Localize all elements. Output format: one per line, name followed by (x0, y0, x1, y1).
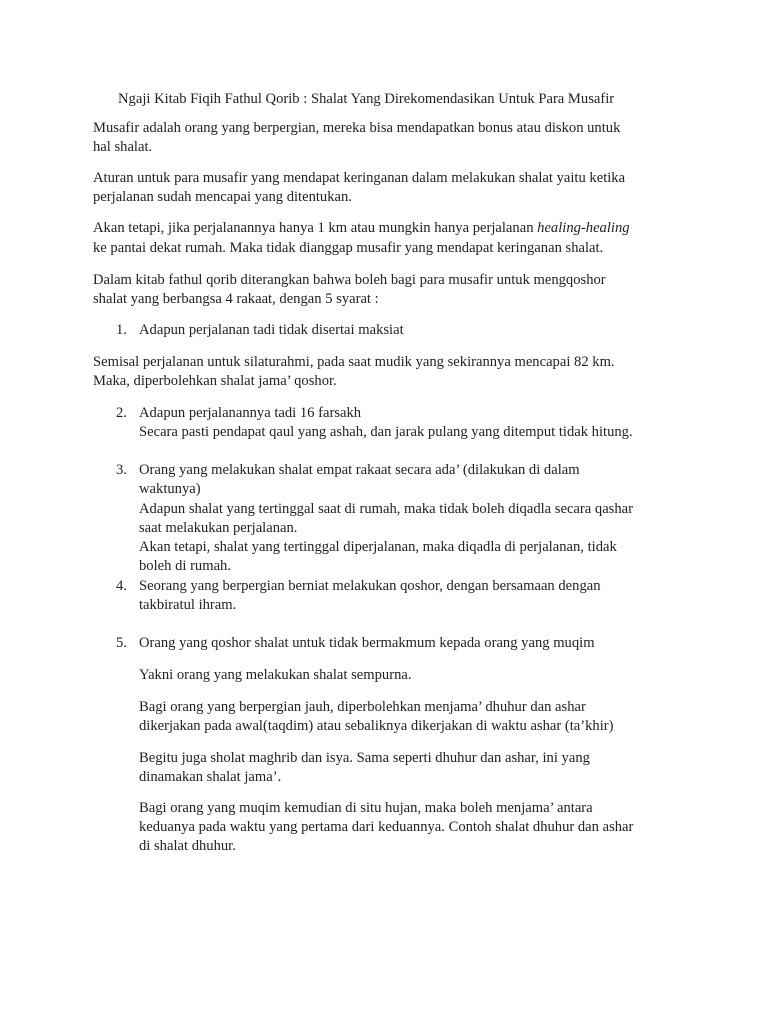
list-item-3-line-2: waktunya) (139, 481, 201, 497)
document-title: Ngaji Kitab Fiqih Fathul Qorib : Shalat Yang Direkomendasikan Untuk Para Musafir (118, 91, 615, 107)
list-item-4-line-1: Seorang yang berpergian berniat melakukan qoshor, dengan bersamaan dengan (139, 578, 601, 594)
paragraph-3-italic-term: healing-healing (537, 220, 630, 236)
item-5-paragraph-d-line-2: keduanya pada waktu yang pertama dari keduannya. Contoh shalat dhuhur dan ashar (139, 819, 634, 835)
list-item-3-line-3: Adapun shalat yang tertinggal saat di rumah, maka tidak boleh diqadla secara qashar (139, 501, 633, 517)
item-5-paragraph-c-line-1: Begitu juga sholat maghrib dan isya. Sama seperti dhuhur dan ashar, ini yang (139, 750, 590, 766)
item-5-paragraph-a-line-1: Yakni orang yang melakukan shalat sempurna. (139, 667, 412, 683)
paragraph-1-line-2: hal shalat. (93, 139, 153, 155)
list-item-2-number: 2. (116, 405, 127, 421)
list-item-2-line-1: Adapun perjalanannya tadi 16 farsakh (139, 405, 362, 421)
item-5-paragraph-b-line-1: Bagi orang yang berpergian jauh, diperbolehkan menjama’ dhuhur dan ashar (139, 699, 586, 715)
paragraph-4-line-1: Dalam kitab fathul qorib diterangkan bahwa boleh bagi para musafir untuk mengqoshor (93, 272, 606, 288)
paragraph-3-text: Akan tetapi, jika perjalanannya hanya 1 km atau mungkin hanya perjalanan (93, 220, 538, 236)
list-item-3-line-6: boleh di rumah. (139, 558, 232, 574)
list-item-1-line-1: Adapun perjalanan tadi tidak disertai maksiat (139, 322, 404, 338)
list-item-4-line-2: takbiratul ihram. (139, 597, 237, 613)
paragraph-3-line-1 (93, 219, 630, 238)
paragraph-4-line-2: shalat yang berbangsa 4 rakaat, dengan 5 syarat : (93, 291, 379, 307)
paragraph-3-line-2: ke pantai dekat rumah. Maka tidak dianggap musafir yang mendapat keringanan shalat. (93, 240, 604, 256)
list-item-3-line-1: Orang yang melakukan shalat empat rakaat secara ada’ (dilakukan di dalam (139, 462, 580, 478)
item-5-paragraph-d-line-1: Bagi orang yang muqim kemudian di situ hujan, maka boleh menjama’ antara (139, 800, 593, 816)
list-item-3-number: 3. (116, 462, 127, 478)
list-item-5-line-1: Orang yang qoshor shalat untuk tidak bermakmum kepada orang yang muqim (139, 635, 595, 651)
item-5-paragraph-d-line-3: di shalat dhuhur. (139, 838, 236, 854)
paragraph-2-line-1: Aturan untuk para musafir yang mendapat keringanan dalam melakukan shalat yaitu ketika (93, 170, 626, 186)
paragraph-5-line-1: Semisal perjalanan untuk silaturahmi, pada saat mudik yang sekirannya mencapai 82 km. (93, 354, 615, 370)
item-5-paragraph-b-line-2: dikerjakan pada awal(taqdim) atau sebaliknya dikerjakan di waktu ashar (ta’khir) (139, 718, 614, 734)
list-item-3-line-5: Akan tetapi, shalat yang tertinggal diperjalanan, maka diqadla di perjalanan, tidak (139, 539, 617, 555)
item-5-paragraph-c-line-2: dinamakan shalat jama’. (139, 769, 282, 785)
list-item-5-number: 5. (116, 635, 127, 651)
list-item-4-number: 4. (116, 578, 127, 594)
list-item-1-number: 1. (116, 322, 127, 338)
list-item-2-line-2: Secara pasti pendapat qaul yang ashah, dan jarak pulang yang ditemput tidak hitung. (139, 424, 633, 440)
paragraph-5-line-2: Maka, diperbolehkan shalat jama’ qoshor. (93, 373, 337, 389)
list-item-3-line-4: saat melakukan perjalanan. (139, 520, 298, 536)
paragraph-1-line-1: Musafir adalah orang yang berpergian, mereka bisa mendapatkan bonus atau diskon untuk (93, 120, 621, 136)
paragraph-2-line-2: perjalanan sudah mencapai yang ditentukan. (93, 189, 352, 205)
